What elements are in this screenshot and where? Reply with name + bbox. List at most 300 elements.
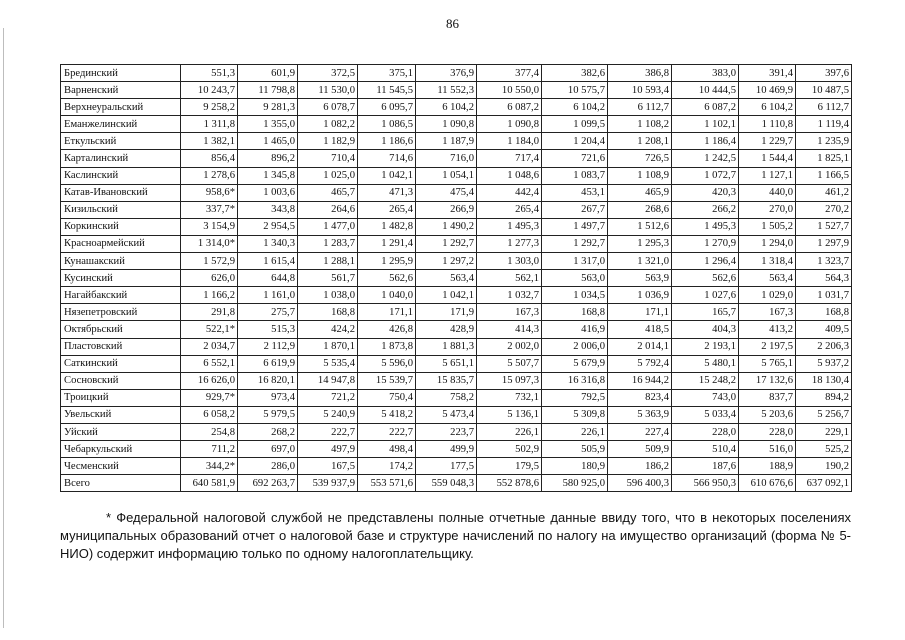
table-row — [61, 270, 852, 287]
value-cell: 265,4 — [477, 201, 542, 218]
value-cell: 413,2 — [739, 321, 796, 338]
value-cell: 420,3 — [672, 184, 739, 201]
value-cell: 171,1 — [358, 304, 416, 321]
municipality-name-cell: Всего — [61, 475, 181, 492]
table-row — [61, 184, 852, 201]
value-cell: 510,4 — [672, 441, 739, 458]
value-cell: 471,3 — [358, 184, 416, 201]
value-cell: 1 873,8 — [358, 338, 416, 355]
value-cell: 461,2 — [796, 184, 852, 201]
value-cell: 15 248,2 — [672, 372, 739, 389]
value-cell: 291,8 — [181, 304, 238, 321]
value-cell: 5 309,8 — [542, 406, 608, 423]
value-cell: 1 036,9 — [608, 287, 672, 304]
value-cell: 5 937,2 — [796, 355, 852, 372]
value-cell: 343,8 — [238, 201, 298, 218]
value-cell: 226,1 — [542, 423, 608, 440]
value-cell: 442,4 — [477, 184, 542, 201]
value-cell: 553 571,6 — [358, 475, 416, 492]
value-cell: 6 104,2 — [416, 99, 477, 116]
value-cell: 637 092,1 — [796, 475, 852, 492]
value-cell: 222,7 — [358, 423, 416, 440]
municipality-name-cell: Чесменский — [61, 458, 181, 475]
value-cell: 559 048,3 — [416, 475, 477, 492]
value-cell: 6 087,2 — [477, 99, 542, 116]
value-cell: 186,2 — [608, 458, 672, 475]
value-cell: 563,4 — [416, 270, 477, 287]
value-cell: 265,4 — [358, 201, 416, 218]
value-cell: 1 355,0 — [238, 116, 298, 133]
value-cell: 563,0 — [542, 270, 608, 287]
value-cell: 2 034,7 — [181, 338, 238, 355]
value-cell: 10 550,0 — [477, 82, 542, 99]
table-row — [61, 218, 852, 235]
municipality-name-cell: Каслинский — [61, 167, 181, 184]
value-cell: 9 258,2 — [181, 99, 238, 116]
value-cell: 5 363,9 — [608, 406, 672, 423]
value-cell: 6 104,2 — [542, 99, 608, 116]
table-row — [61, 406, 852, 423]
value-cell: 732,1 — [477, 389, 542, 406]
value-cell: 409,5 — [796, 321, 852, 338]
value-cell: 9 281,3 — [238, 99, 298, 116]
municipality-name-cell: Саткинский — [61, 355, 181, 372]
value-cell: 1 072,7 — [672, 167, 739, 184]
value-cell: 1 083,7 — [542, 167, 608, 184]
value-cell: 222,7 — [298, 423, 358, 440]
value-cell: 10 593,4 — [608, 82, 672, 99]
value-cell: 1 027,6 — [672, 287, 739, 304]
value-cell: 856,4 — [181, 150, 238, 167]
value-cell: 1 277,3 — [477, 235, 542, 252]
value-cell: 372,5 — [298, 65, 358, 82]
value-cell: 1 490,2 — [416, 218, 477, 235]
value-cell: 6 104,2 — [739, 99, 796, 116]
value-cell: 165,7 — [672, 304, 739, 321]
value-cell: 254,8 — [181, 423, 238, 440]
value-cell: 382,6 — [542, 65, 608, 82]
value-cell: 475,4 — [416, 184, 477, 201]
table-row — [61, 133, 852, 150]
value-cell: 171,1 — [608, 304, 672, 321]
value-cell: 5 203,6 — [739, 406, 796, 423]
value-cell: 223,7 — [416, 423, 477, 440]
value-cell: 267,7 — [542, 201, 608, 218]
value-cell: 6 112,7 — [796, 99, 852, 116]
value-cell: 275,7 — [238, 304, 298, 321]
page-edge-line — [3, 28, 4, 628]
value-cell: 721,6 — [542, 150, 608, 167]
value-cell: 383,0 — [672, 65, 739, 82]
value-cell: 453,1 — [542, 184, 608, 201]
value-cell: 515,3 — [238, 321, 298, 338]
value-cell: 564,3 — [796, 270, 852, 287]
value-cell: 1 102,1 — [672, 116, 739, 133]
value-cell: 726,5 — [608, 150, 672, 167]
municipality-name-cell: Чебаркульский — [61, 441, 181, 458]
value-cell: 1 038,0 — [298, 287, 358, 304]
value-cell: 180,9 — [542, 458, 608, 475]
value-cell: 1 294,0 — [739, 235, 796, 252]
value-cell: 167,5 — [298, 458, 358, 475]
value-cell: 714,6 — [358, 150, 416, 167]
value-cell: 509,9 — [608, 441, 672, 458]
value-cell: 6 078,7 — [298, 99, 358, 116]
value-cell: 187,6 — [672, 458, 739, 475]
value-cell: 5 473,4 — [416, 406, 477, 423]
value-cell: 5 651,1 — [416, 355, 477, 372]
table-row — [61, 116, 852, 133]
value-cell: 823,4 — [608, 389, 672, 406]
value-cell: 1 572,9 — [181, 253, 238, 270]
value-cell: 1 295,3 — [608, 235, 672, 252]
value-cell: 177,5 — [416, 458, 477, 475]
table-row — [61, 253, 852, 270]
value-cell: 376,9 — [416, 65, 477, 82]
value-cell: 17 132,6 — [739, 372, 796, 389]
value-cell: 692 263,7 — [238, 475, 298, 492]
value-cell: 16 820,1 — [238, 372, 298, 389]
value-cell: 1 505,2 — [739, 218, 796, 235]
value-cell: 2 206,3 — [796, 338, 852, 355]
value-cell: 1 235,9 — [796, 133, 852, 150]
value-cell: 610 676,6 — [739, 475, 796, 492]
table-row — [61, 389, 852, 406]
value-cell: 286,0 — [238, 458, 298, 475]
value-cell: 1 825,1 — [796, 150, 852, 167]
municipality-name-cell: Красноармейский — [61, 235, 181, 252]
value-cell: 1 340,3 — [238, 235, 298, 252]
value-cell: 1 544,4 — [739, 150, 796, 167]
value-cell: 1 495,3 — [477, 218, 542, 235]
value-cell: 3 154,9 — [181, 218, 238, 235]
municipality-name-cell: Верхнеуральский — [61, 99, 181, 116]
value-cell: 5 792,4 — [608, 355, 672, 372]
value-cell: 2 954,5 — [238, 218, 298, 235]
value-cell: 188,9 — [739, 458, 796, 475]
value-cell: 10 243,7 — [181, 82, 238, 99]
table-row — [61, 441, 852, 458]
municipality-name-cell: Кизильский — [61, 201, 181, 218]
value-cell: 1 040,0 — [358, 287, 416, 304]
value-cell: 465,7 — [298, 184, 358, 201]
table-row — [61, 167, 852, 184]
value-cell: 15 097,3 — [477, 372, 542, 389]
value-cell: 404,3 — [672, 321, 739, 338]
value-cell: 1 477,0 — [298, 218, 358, 235]
value-cell: 227,4 — [608, 423, 672, 440]
value-cell: 896,2 — [238, 150, 298, 167]
value-cell: 1 034,5 — [542, 287, 608, 304]
value-cell: 566 950,3 — [672, 475, 739, 492]
municipality-name-cell: Нагайбакский — [61, 287, 181, 304]
value-cell: 1 042,1 — [416, 287, 477, 304]
value-cell: 1 527,7 — [796, 218, 852, 235]
value-cell: 6 619,9 — [238, 355, 298, 372]
value-cell: 1 186,6 — [358, 133, 416, 150]
value-cell: 270,0 — [739, 201, 796, 218]
value-cell: 1 208,1 — [608, 133, 672, 150]
value-cell: 563,9 — [608, 270, 672, 287]
value-cell: 2 002,0 — [477, 338, 542, 355]
municipality-name-cell: Пластовский — [61, 338, 181, 355]
municipality-name-cell: Октябрьский — [61, 321, 181, 338]
value-cell: 551,3 — [181, 65, 238, 82]
value-cell: 505,9 — [542, 441, 608, 458]
value-cell: 2 112,9 — [238, 338, 298, 355]
value-cell: 386,8 — [608, 65, 672, 82]
value-cell: 1 099,5 — [542, 116, 608, 133]
value-cell: 190,2 — [796, 458, 852, 475]
value-cell: 5 535,4 — [298, 355, 358, 372]
value-cell: 6 095,7 — [358, 99, 416, 116]
value-cell: 1 292,7 — [416, 235, 477, 252]
value-cell: 266,9 — [416, 201, 477, 218]
value-cell: 1 187,9 — [416, 133, 477, 150]
value-cell: 640 581,9 — [181, 475, 238, 492]
value-cell: 552 878,6 — [477, 475, 542, 492]
table-row — [61, 201, 852, 218]
table-row — [61, 304, 852, 321]
value-cell: 837,7 — [739, 389, 796, 406]
value-cell: 2 006,0 — [542, 338, 608, 355]
value-cell: 497,9 — [298, 441, 358, 458]
value-cell: 792,5 — [542, 389, 608, 406]
value-cell: 264,6 — [298, 201, 358, 218]
value-cell: 5 418,2 — [358, 406, 416, 423]
value-cell: 1 025,0 — [298, 167, 358, 184]
value-cell: 1 108,2 — [608, 116, 672, 133]
municipality-name-cell: Еткульский — [61, 133, 181, 150]
value-cell: 539 937,9 — [298, 475, 358, 492]
value-cell: 894,2 — [796, 389, 852, 406]
value-cell: 465,9 — [608, 184, 672, 201]
value-cell: 10 469,9 — [739, 82, 796, 99]
value-cell: 1 345,8 — [238, 167, 298, 184]
value-cell: 1 291,4 — [358, 235, 416, 252]
value-cell: 11 798,8 — [238, 82, 298, 99]
value-cell: 228,0 — [672, 423, 739, 440]
value-cell: 1 318,4 — [739, 253, 796, 270]
value-cell: 168,8 — [298, 304, 358, 321]
table-row — [61, 372, 852, 389]
value-cell: 5 679,9 — [542, 355, 608, 372]
value-cell: 1 295,9 — [358, 253, 416, 270]
value-cell: 174,2 — [358, 458, 416, 475]
value-cell: 228,0 — [739, 423, 796, 440]
value-cell: 167,3 — [477, 304, 542, 321]
value-cell: 268,2 — [238, 423, 298, 440]
value-cell: 1 186,4 — [672, 133, 739, 150]
value-cell: 171,9 — [416, 304, 477, 321]
value-cell: 1 297,9 — [796, 235, 852, 252]
value-cell: 1 296,4 — [672, 253, 739, 270]
value-cell: 958,6* — [181, 184, 238, 201]
value-cell: 1 003,6 — [238, 184, 298, 201]
value-cell: 516,0 — [739, 441, 796, 458]
value-cell: 424,2 — [298, 321, 358, 338]
value-cell: 750,4 — [358, 389, 416, 406]
value-cell: 266,2 — [672, 201, 739, 218]
value-cell: 10 487,5 — [796, 82, 852, 99]
value-cell: 16 944,2 — [608, 372, 672, 389]
value-cell: 1 184,0 — [477, 133, 542, 150]
value-cell: 1 090,8 — [416, 116, 477, 133]
value-cell: 414,3 — [477, 321, 542, 338]
value-cell: 270,2 — [796, 201, 852, 218]
value-cell: 5 507,7 — [477, 355, 542, 372]
value-cell: 498,4 — [358, 441, 416, 458]
value-cell: 1 323,7 — [796, 253, 852, 270]
value-cell: 5 596,0 — [358, 355, 416, 372]
value-cell: 2 197,5 — [739, 338, 796, 355]
value-cell: 377,4 — [477, 65, 542, 82]
table-row — [61, 235, 852, 252]
table-body — [61, 65, 852, 492]
value-cell: 1 278,6 — [181, 167, 238, 184]
value-cell: 1 031,7 — [796, 287, 852, 304]
value-cell: 375,1 — [358, 65, 416, 82]
value-cell: 1 311,8 — [181, 116, 238, 133]
table-row — [61, 82, 852, 99]
municipality-tax-table — [60, 64, 852, 492]
value-cell: 1 317,0 — [542, 253, 608, 270]
value-cell: 5 765,1 — [739, 355, 796, 372]
value-cell: 1 283,7 — [298, 235, 358, 252]
value-cell: 11 552,3 — [416, 82, 477, 99]
value-cell: 337,7* — [181, 201, 238, 218]
value-cell: 426,8 — [358, 321, 416, 338]
table-row — [61, 458, 852, 475]
municipality-name-cell: Кусинский — [61, 270, 181, 287]
value-cell: 1 292,7 — [542, 235, 608, 252]
value-cell: 1 032,7 — [477, 287, 542, 304]
value-cell: 1 182,9 — [298, 133, 358, 150]
municipality-name-cell: Сосновский — [61, 372, 181, 389]
value-cell: 1 382,1 — [181, 133, 238, 150]
table-row — [61, 99, 852, 116]
value-cell: 562,6 — [358, 270, 416, 287]
value-cell: 344,2* — [181, 458, 238, 475]
value-cell: 6 087,2 — [672, 99, 739, 116]
value-cell: 1 495,3 — [672, 218, 739, 235]
municipality-name-cell: Коркинский — [61, 218, 181, 235]
footnote: * Федеральной налоговой службой не представлены полные отчетные данные ввиду того, что в некоторых поселениях муниципальных образований отчет о налоговой базе и структуре начислений по налогу на имущество организаций (форма № 5-НИО) содержит информацию только по одному налогоплательщику. — [60, 510, 851, 561]
value-cell: 1 204,4 — [542, 133, 608, 150]
value-cell: 522,1* — [181, 321, 238, 338]
value-cell: 167,3 — [739, 304, 796, 321]
value-cell: 1 314,0* — [181, 235, 238, 252]
value-cell: 743,0 — [672, 389, 739, 406]
table-row — [61, 287, 852, 304]
value-cell: 1 870,1 — [298, 338, 358, 355]
value-cell: 1 270,9 — [672, 235, 739, 252]
value-cell: 168,8 — [796, 304, 852, 321]
value-cell: 710,4 — [298, 150, 358, 167]
value-cell: 6 112,7 — [608, 99, 672, 116]
value-cell: 226,1 — [477, 423, 542, 440]
value-cell: 15 539,7 — [358, 372, 416, 389]
value-cell: 18 130,4 — [796, 372, 852, 389]
value-cell: 644,8 — [238, 270, 298, 287]
value-cell: 1 497,7 — [542, 218, 608, 235]
value-cell: 1 110,8 — [739, 116, 796, 133]
value-cell: 562,6 — [672, 270, 739, 287]
municipality-name-cell: Кунашакский — [61, 253, 181, 270]
value-cell: 1 119,4 — [796, 116, 852, 133]
value-cell: 711,2 — [181, 441, 238, 458]
value-cell: 973,4 — [238, 389, 298, 406]
value-cell: 16 316,8 — [542, 372, 608, 389]
value-cell: 1 615,4 — [238, 253, 298, 270]
value-cell: 229,1 — [796, 423, 852, 440]
value-cell: 440,0 — [739, 184, 796, 201]
value-cell: 1 054,1 — [416, 167, 477, 184]
value-cell: 2 193,1 — [672, 338, 739, 355]
table-row — [61, 150, 852, 167]
value-cell: 2 014,1 — [608, 338, 672, 355]
value-cell: 502,9 — [477, 441, 542, 458]
value-cell: 562,1 — [477, 270, 542, 287]
value-cell: 1 881,3 — [416, 338, 477, 355]
value-cell: 929,7* — [181, 389, 238, 406]
value-cell: 6 058,2 — [181, 406, 238, 423]
value-cell: 397,6 — [796, 65, 852, 82]
municipality-name-cell: Катав-Ивановский — [61, 184, 181, 201]
value-cell: 563,4 — [739, 270, 796, 287]
value-cell: 5 240,9 — [298, 406, 358, 423]
value-cell: 5 033,4 — [672, 406, 739, 423]
value-cell: 10 444,5 — [672, 82, 739, 99]
value-cell: 697,0 — [238, 441, 298, 458]
value-cell: 1 297,2 — [416, 253, 477, 270]
table-row — [61, 338, 852, 355]
table-row — [61, 423, 852, 440]
value-cell: 626,0 — [181, 270, 238, 287]
value-cell: 10 575,7 — [542, 82, 608, 99]
municipality-name-cell: Уйский — [61, 423, 181, 440]
value-cell: 596 400,3 — [608, 475, 672, 492]
value-cell: 721,2 — [298, 389, 358, 406]
value-cell: 1 303,0 — [477, 253, 542, 270]
value-cell: 525,2 — [796, 441, 852, 458]
value-cell: 11 545,5 — [358, 82, 416, 99]
table-row — [61, 65, 852, 82]
value-cell: 716,0 — [416, 150, 477, 167]
municipality-name-cell: Еманжелинский — [61, 116, 181, 133]
value-cell: 15 835,7 — [416, 372, 477, 389]
value-cell: 1 086,5 — [358, 116, 416, 133]
value-cell: 1 029,0 — [739, 287, 796, 304]
value-cell: 1 090,8 — [477, 116, 542, 133]
municipality-name-cell: Карталинский — [61, 150, 181, 167]
value-cell: 1 465,0 — [238, 133, 298, 150]
value-cell: 1 288,1 — [298, 253, 358, 270]
value-cell: 580 925,0 — [542, 475, 608, 492]
value-cell: 418,5 — [608, 321, 672, 338]
value-cell: 1 482,8 — [358, 218, 416, 235]
value-cell: 16 626,0 — [181, 372, 238, 389]
value-cell: 758,2 — [416, 389, 477, 406]
value-cell: 1 048,6 — [477, 167, 542, 184]
municipality-name-cell: Троицкий — [61, 389, 181, 406]
municipality-name-cell: Нязепетровский — [61, 304, 181, 321]
value-cell: 1 042,1 — [358, 167, 416, 184]
value-cell: 11 530,0 — [298, 82, 358, 99]
value-cell: 1 161,0 — [238, 287, 298, 304]
value-cell: 416,9 — [542, 321, 608, 338]
value-cell: 1 321,0 — [608, 253, 672, 270]
